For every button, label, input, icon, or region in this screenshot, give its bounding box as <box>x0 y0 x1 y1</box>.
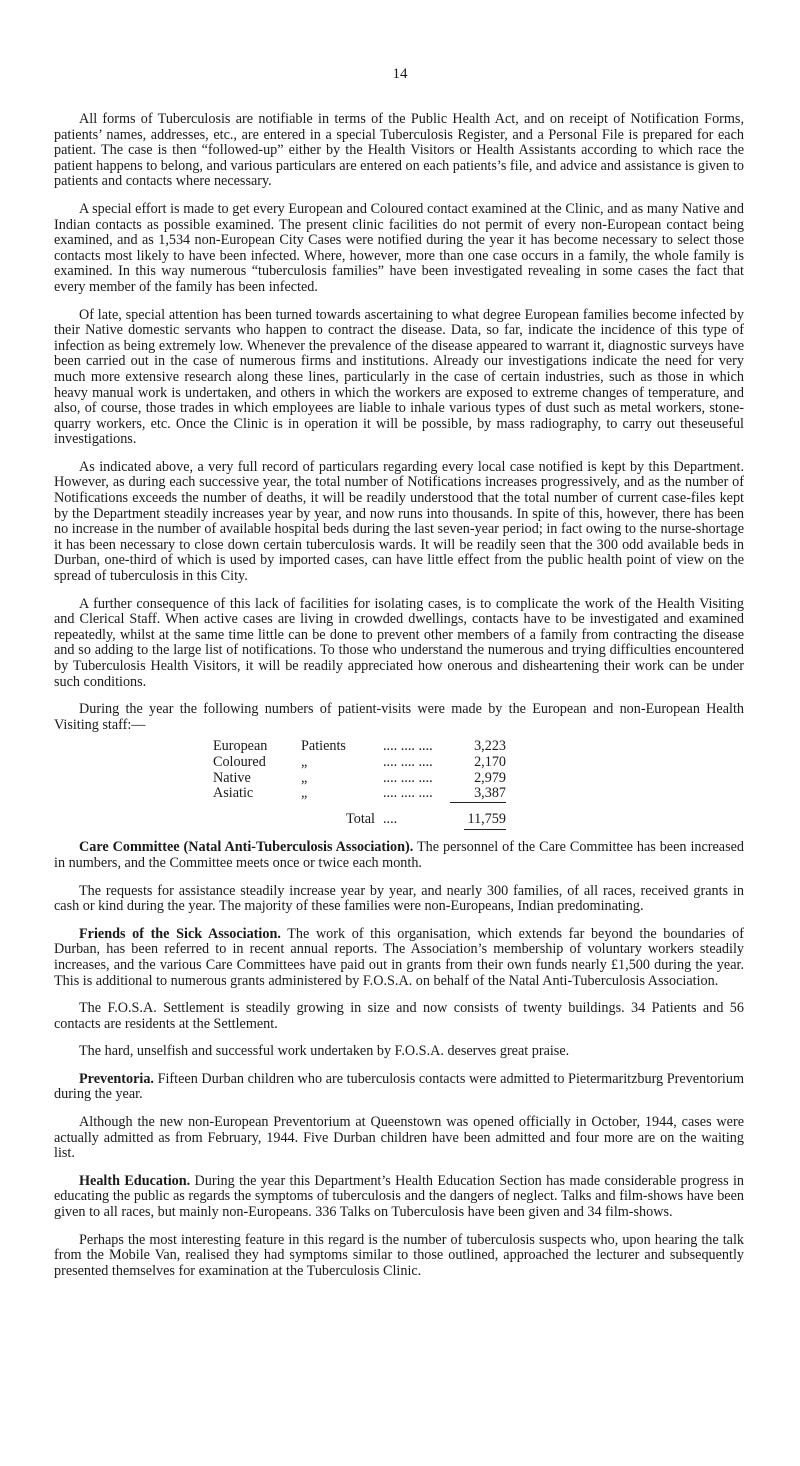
paragraph-assistance: The requests for assistance steadily increase year by year, and nearly 300 families, of all races, received grants in cash or kind during the year. The majority of these families were non-Europeans, Indian predominating. <box>54 882 744 915</box>
total-label: Total <box>346 810 375 827</box>
document-body <box>54 112 744 1291</box>
row-label: Asiatic <box>213 785 254 802</box>
row-value: 2,170 <box>474 753 506 770</box>
total-underline <box>450 827 506 830</box>
leader-dots: .... .... .... <box>383 769 433 786</box>
paragraph-queenstown: Although the new non-European Preventorium at Queenstown was opened officially in October, 1944, cases were actually admitted as from February, 1944. Five Durban children have been admitted and four more are on the waiting list. <box>54 1114 744 1162</box>
paragraph-records: As indicated above, a very full record of particulars regarding every local case notified is kept by this Department. However, as during each successive year, the total number of Notifications increases progressively, and as the number of Notifications exceeds the number of deaths, it will be readily understood that the total number of current case-files kept by the Department steadily increases year by year, and now runs into thousands. In spite of this, however, there has been no increase in the number of available hospital beds during the last seven-year period; in fact owing to the nurse-shortage it has been necessary to close down certain tuberculosis wards. It will be readily seen that the 300 odd available beds in Durban, one-third of which is used by imported cases, can have little effect from the public health point of view on the spread of tuberculosis in this City. <box>54 458 744 585</box>
table-row <box>213 771 506 787</box>
paragraph-care-committee: Care Committee (Natal Anti-Tuberculosis Association). The personnel of the Care Committee has been increased in numbers, and the Committee meets once or twice each month. <box>54 839 745 871</box>
section-heading: Preventoria. <box>79 1070 154 1087</box>
section-heading: Care Committee (Natal Anti-Tuberculosis Association). <box>79 839 414 856</box>
row-label: European <box>213 738 268 755</box>
row-category: „ <box>301 753 308 770</box>
paragraph-isolation: A further consequence of this lack of facilities for isolating cases, is to complicate the work of the Health Visiting and Clerical Staff. When active cases are living in crowded dwellings, contacts have to be investigated and examined repeatedly, whilst at the same time little can be done to prevent other members of a family from contracting the disease and so adding to the large list of notifications. To those who understand the numerous and trying difficulties encountered by Tuberculosis Health Visitors, it will be readily appreciated how onerous and disheartening their work can be under such conditions. <box>54 595 744 690</box>
paragraph-preventoria: Preventoria. Fifteen Durban children who are tuberculosis contacts were admitted to Pietermaritzburg Preventorium during the year. <box>54 1070 744 1103</box>
section-heading: Friends of the Sick Association. <box>79 925 281 942</box>
leader-dots: .... .... .... <box>383 785 433 802</box>
paragraph-praise: The hard, unselfish and successful work undertaken by F.O.S.A. deserves great praise. <box>79 1043 570 1060</box>
paragraph-friends-of-sick: Friends of the Sick Association. The work of this organisation, which extends far beyond the boundaries of Durban, has been referred to in recent annual reports. The Association’s membership of voluntary workers steadily increases, and the various Care Committees have paid out in grants from their own funds nearly £1,500 during the year. This is additional to numerous grants administered by F.O.S.A. on behalf of the Natal Anti-Tuberculosis Association. <box>54 925 745 989</box>
row-value: 3,387 <box>450 786 506 802</box>
section-heading: Health Education. <box>79 1172 191 1189</box>
row-label: Native <box>213 769 251 786</box>
leader-dots: .... .... .... <box>383 738 433 755</box>
paragraph-settlement: The F.O.S.A. Settlement is steadily growing in size and now consists of twenty buildings. 34 Patients and 56 contacts are residents at the Settlement. <box>54 1000 744 1032</box>
paragraph-domestic-servants: Of late, special attention has been turned towards ascertaining to what degree European families become infected by their Native domestic servants who happen to contract the disease. Data, so far, indicate the incidence of this type of infection as being extremely low. Whenever the prevalence of the disease appeared to warrant it, diagnostic surveys have been carried out in the case of numerous firms and institutions. Already our investigations indicate the need for very much more extensive research along these lines, particularly in the case of certain industries, such as those in which heavy manual work is undertaken, and others in which the workers are exposed to extreme changes of temperature, and also, of course, those trades in which employees are liable to inhale various types of dust such as metal workers, stone-quarry workers, etc. Once the Clinic is in operation it will be possible, by mass radiography, to carry out theseuseful investigations. <box>54 306 744 448</box>
table-row <box>213 786 506 802</box>
paragraph-notification: All forms of Tuberculosis are notifiable in terms of the Public Health Act, and on receipt of Notification Forms, patients’ names, addresses, etc., are entered in a special Tuberculosis Register, and a Personal File is prepared for each patient. The case is then “followed-up” either by the Health Visitors or Health Assistants according to which race the patient happens to belong, and various particulars are entered on each patients’s file, and advice and assistance is given to patients and contacts where necessary. <box>54 111 744 190</box>
patient-visits-table <box>213 739 506 830</box>
total-value: 11,759 <box>467 810 506 827</box>
row-category: Patients <box>301 738 346 755</box>
paragraph-health-education: Health Education. During the year this Department’s Health Education Section has made considerable progress in educating the public as regards the symptoms of tuberculosis and the dangers of neglect. Talks and film-shows have been given to all races, but mainly non-Europeans. 336 Talks on Tuberculosis have been given and 34 film-shows. <box>54 1172 744 1221</box>
paragraph-contacts: A special effort is made to get every European and Coloured contact examined at the Clinic, and as many Native and Indian contacts as possible examined. The present clinic facilities do not permit of every non-European contact being examined, and as 1,534 non-European City Cases were notified during the year it has become necessary to select those contacts most likely to have been infected. Where, however, more than one case occurs in a family, the whole family is examined. In this way numerous “tuberculosis families” have been investigated revealing in some cases the fact that every member of the family has been infected. <box>54 200 744 295</box>
paragraph-mobile-van: Perhaps the most interesting feature in this regard is the number of tuberculosis suspects who, upon hearing the talk from the Mobile Van, realised they had symptoms similar to those outlined, approached the lecturer and subsequently presented themselves for examination at the Tuberculosis Clinic. <box>54 1231 744 1279</box>
row-value: 2,979 <box>474 769 506 786</box>
leader-dots: .... .... .... <box>383 753 433 770</box>
row-label: Coloured <box>213 753 266 770</box>
row-category: „ <box>301 769 308 786</box>
row-category: „ <box>301 785 308 802</box>
total-leader-dots: .... <box>383 810 398 827</box>
table-row <box>213 755 506 771</box>
row-value: 3,223 <box>474 738 506 755</box>
page-number: 14 <box>392 66 408 82</box>
table-row <box>213 739 506 755</box>
table-total-row <box>213 802 506 827</box>
paragraph-visits-intro: During the year the following numbers of patient-visits were made by the European and non-European Health Visiting staff:— <box>54 701 744 733</box>
